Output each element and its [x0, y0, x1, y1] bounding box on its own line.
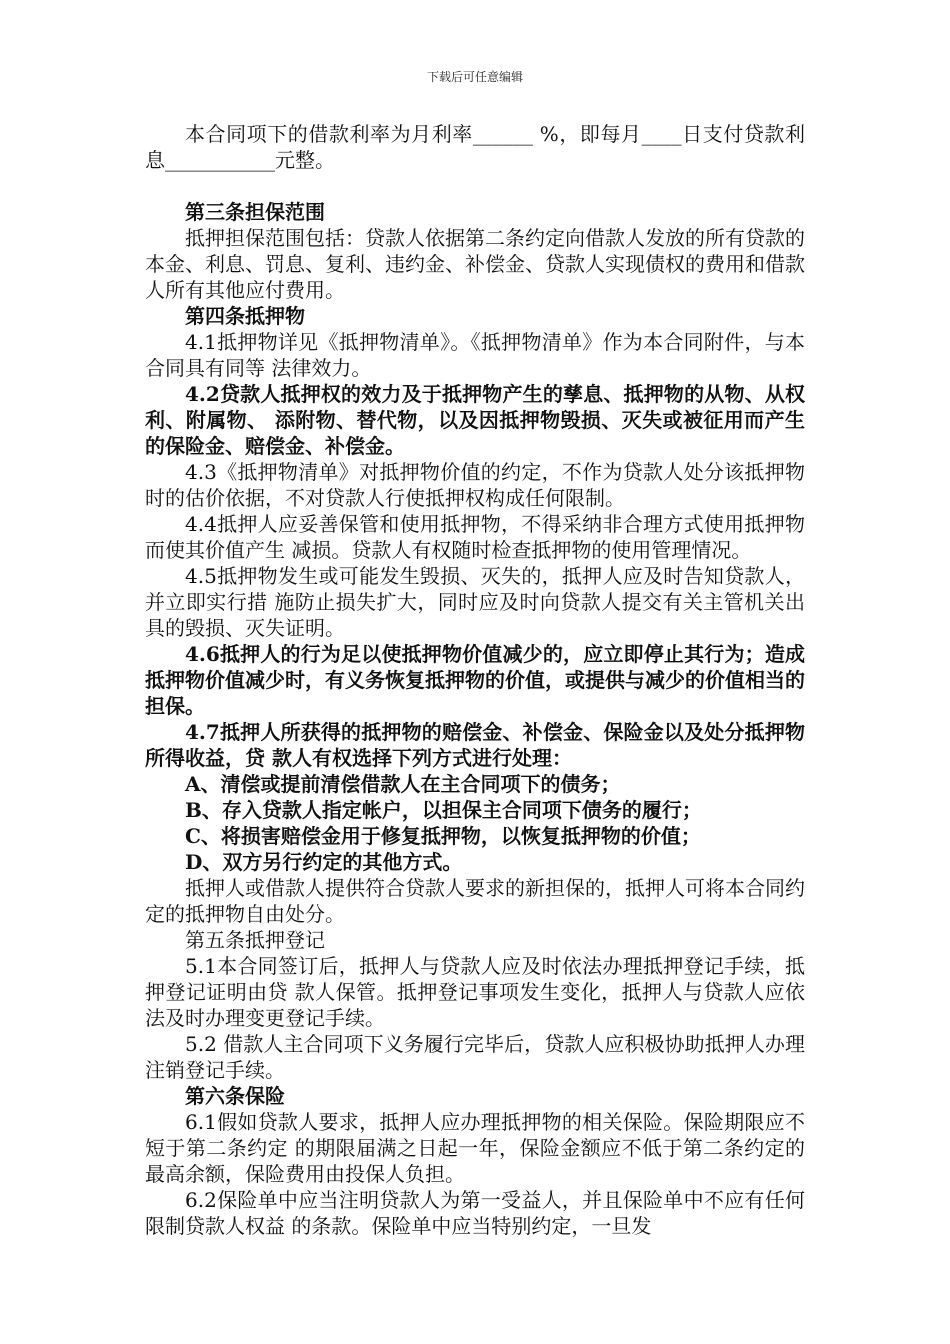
article-3-title: 第三条担保范围: [185, 200, 325, 224]
clause-4-6: 4.6抵押人的行为足以使抵押物价值减少的，应立即停止其行为；造成抵押物价值减少时，有义务恢复抵押物的价值，或提供与减少的价值相当的担保。: [145, 642, 805, 718]
clause-4-2: 4.2贷款人抵押权的效力及于抵押物产生的孳息、抵押物的从物、从权利、附属物、 添附物、替代物，以及因抵押物毁损、灭失或被征用而产生的保险金、赔偿金、补偿金。: [145, 382, 805, 458]
article-4-title: 第四条抵押物: [185, 304, 305, 328]
document-body: [145, 121, 805, 1239]
clause-4-5: 4.5抵押物发生或可能发生毁损、灭失的，抵押人应及时告知贷款人，并立即实行措 施防止损失扩大，同时应及时向贷款人提交有关主管机关出具的毁损、灭失证明。: [145, 564, 805, 640]
clause-4-4: 4.4抵押人应妥善保管和使用抵押物，不得采纳非合理方式使用抵押物而使其价值产生 减损。贷款人有权随时检查抵押物的使用管理情况。: [145, 512, 805, 562]
clause-4-3: 4.3《抵押物清单》对抵押物价值的约定，不作为贷款人处分该抵押物时的估价依据，不对贷款人行使抵押权构成任何限制。: [145, 460, 805, 510]
page-header: 下载后可任意编辑: [426, 70, 523, 84]
article-4-tail: 抵押人或借款人提供符合贷款人要求的新担保的，抵押人可将本合同约定的抵押物自由处分。: [145, 876, 805, 926]
interest-rate-paragraph: 本合同项下的借款利率为月利率______ %，即每月____日支付贷款利息___________元整。: [145, 122, 805, 172]
article-3-paragraph: 抵押担保范围包括：贷款人依据第二条约定向借款人发放的所有贷款的本金、利息、罚息、复利、违约金、补偿金、贷款人实现债权的费用和借款人所有其他应付费用。: [145, 226, 805, 302]
option-b: B、存入贷款人指定帐户，以担保主合同项下债务的履行；: [185, 798, 702, 822]
option-c: C、将损害赔偿金用于修复抵押物，以恢复抵押物的价值；: [185, 824, 701, 848]
article-6-title: 第六条保险: [185, 1084, 285, 1108]
clause-5-2: 5.2 借款人主合同项下义务履行完毕后，贷款人应积极协助抵押人办理注销登记手续。: [145, 1032, 805, 1082]
clause-6-1: 6.1假如贷款人要求，抵押人应办理抵押物的相关保险。保险期限应不短于第二条约定 的期限届满之日起一年，保险金额应不低于第二条约定的最高余额，保险费用由投保人负担。: [145, 1110, 805, 1186]
clause-6-2: 6.2保险单中应当注明贷款人为第一受益人，并且保险单中不应有任何限制贷款人权益 的条款。保险单中应当特别约定，一旦发: [145, 1188, 805, 1238]
clause-4-7: 4.7抵押人所获得的抵押物的赔偿金、补偿金、保险金以及处分抵押物所得收益，贷 款人有权选择下列方式进行处理：: [145, 720, 805, 770]
clause-4-1: 4.1抵押物详见《抵押物清单》。《抵押物清单》作为本合同附件，与本合同具有同等 法律效力。: [145, 330, 805, 380]
option-a: A、清偿或提前清偿借款人在主合同项下的债务；: [185, 772, 621, 796]
option-d: D、双方另行约定的其他方式。: [185, 850, 463, 874]
clause-5-1: 5.1本合同签订后，抵押人与贷款人应及时依法办理抵押登记手续，抵押登记证明由贷 款人保管。抵押登记事项发生变化，抵押人与贷款人应依法及时办理变更登记手续。: [145, 954, 805, 1030]
spacer: [145, 173, 805, 199]
article-5-title: 第五条抵押登记: [185, 928, 325, 952]
